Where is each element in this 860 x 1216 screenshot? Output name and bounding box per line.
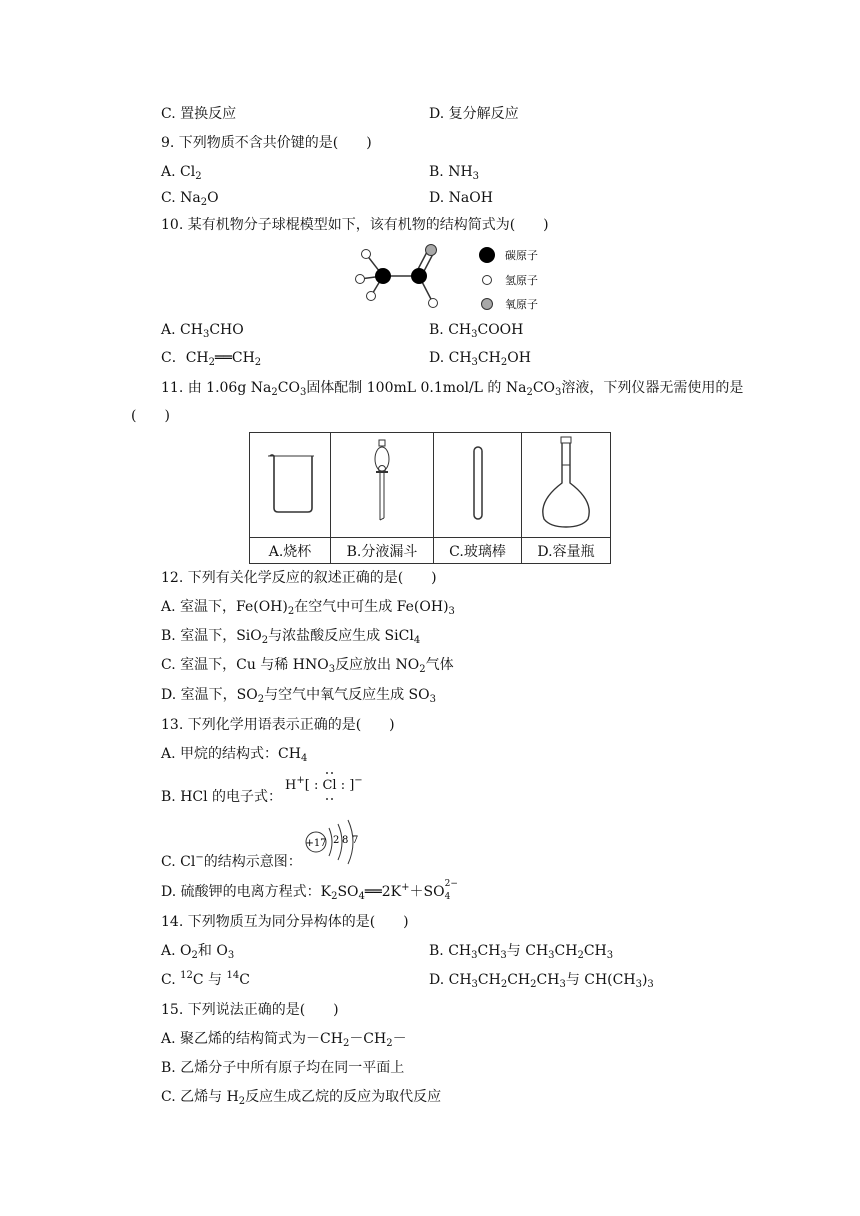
q14-option-d: D. $CH_3CH_2CH_2CH_3$与 $CH(CH_3)_3$ (429, 972, 654, 990)
q9-option-c: C. $Na_2O$ (161, 190, 219, 208)
volumetric-flask-icon (536, 435, 596, 531)
legend-hydrogen-label: 氢原子 (505, 274, 538, 287)
q15-option-c: C. 乙烯与 $H_2$反应生成乙烷的反应为取代反应 (161, 1089, 442, 1107)
q8-option-c: C. 置换反应 (161, 106, 237, 122)
q12-option-b: B. 室温下，SiO$_2$与浓盐酸反应生成 SiCl$_4$ (161, 628, 421, 646)
q9-option-b: B. $NH_3$ (429, 164, 480, 182)
q8-option-d: D. 复分解反应 (429, 106, 519, 122)
glass-rod-cell (434, 433, 522, 538)
q10-option-a: A. $CH_3CHO$ (161, 322, 244, 340)
q15-stem: 15. 下列说法正确的是( ) (161, 1002, 339, 1018)
shell-3-electrons: 7 (352, 835, 359, 846)
q12-option-a: A. 室温下，$Fe(OH)_2$在空气中可生成 $Fe(OH)_3$ (161, 599, 455, 617)
q15-option-b: B. 乙烯分子中所有原子均在同一平面上 (161, 1060, 405, 1076)
q12-option-d: D. 室温下，$SO_2$与空气中氧气反应生成 $SO_3$ (161, 687, 436, 705)
q9-option-a: A. $Cl_2$ (161, 164, 202, 182)
glass-rod-icon (468, 443, 488, 523)
q13-option-d: D. 硫酸钾的电离方程式：$K_2SO_4══2K^++SO$ 2− 4 (161, 879, 458, 902)
beaker-cell (250, 433, 331, 538)
oxygen-atom (426, 245, 437, 256)
legend-hydrogen-icon (483, 276, 492, 285)
nucleus-charge: +17 (305, 838, 327, 849)
q13-option-a: A. 甲烷的结构式：$CH_4$ (161, 746, 308, 764)
q10-option-d: D. $CH_3CH_2OH$ (429, 350, 531, 368)
shell-2-electrons: 8 (342, 835, 349, 846)
hcl-electron-formula: H+[ : Cl : ]− (285, 775, 363, 793)
separatory-funnel-cell (331, 433, 434, 538)
apparatus-label-beaker: A.烧杯 (250, 538, 331, 564)
legend-oxygen-icon (482, 299, 493, 310)
shell-1-electrons: 2 (333, 835, 340, 846)
separatory-funnel-icon (362, 438, 402, 528)
q14-option-b: B. $CH_3CH_3$与 $CH_3CH_2CH_3$ (429, 943, 614, 961)
q13-stem: 13. 下列化学用语表示正确的是( ) (161, 717, 395, 733)
legend-carbon-label: 碳原子 (505, 249, 538, 262)
q11-answer-paren: ( ) (131, 408, 170, 424)
q12-option-c: C. 室温下，Cu 与稀 $HNO_3$反应放出 $NO_2$气体 (161, 657, 454, 675)
hydrogen-atom (362, 250, 371, 259)
q9-stem: 9. 下列物质不含共价键的是( ) (161, 135, 372, 151)
apparatus-label-volumetric-flask: D.容量瓶 (522, 538, 611, 564)
hydrogen-atom (367, 292, 376, 301)
beaker-icon (262, 448, 318, 518)
electron-dots-icon (318, 770, 348, 804)
legend-oxygen-label: 氧原子 (505, 298, 538, 311)
q14-option-a: A. $O_2$和 $O_3$ (161, 943, 235, 961)
q13-option-b: B. HCl 的电子式： (161, 789, 283, 805)
apparatus-label-glass-rod: C.玻璃棒 (434, 538, 522, 564)
q12-stem: 12. 下列有关化学反应的叙述正确的是( ) (161, 570, 437, 586)
apparatus-label-separatory-funnel: B.分液漏斗 (331, 538, 434, 564)
q14-stem: 14. 下列物质互为同分异构体的是( ) (161, 914, 409, 930)
q9-option-d: D. NaOH (429, 190, 493, 206)
legend-carbon-icon (479, 247, 495, 263)
carbon-atom (375, 268, 391, 284)
q15-option-a: A. 聚乙烯的结构简式为$-CH_2-CH_2-$ (161, 1031, 407, 1049)
carbon-atom (411, 268, 427, 284)
volumetric-flask-cell (522, 433, 611, 538)
apparatus-table (249, 432, 611, 564)
hydrogen-atom (429, 299, 438, 308)
q10-option-c: C．$CH_2══CH_2$ (161, 350, 262, 368)
hydrogen-atom (356, 275, 365, 284)
q11-stem: 11. 由 1.06g $Na_2CO_3$固体配制 100mL 0.1mol/L 的 $Na_2CO_3$溶液，下列仪器无需使用的是 (161, 380, 744, 398)
q10-option-b: B. $CH_3COOH$ (429, 322, 524, 340)
q13-option-c: C. Cl−的结构示意图： (161, 852, 302, 870)
ball-stick-model (345, 240, 555, 316)
chloride-ion-structure-diagram (302, 816, 366, 868)
q10-stem: 10. 某有机物分子球棍模型如下，该有机物的结构简式为( ) (161, 217, 549, 233)
q14-option-c: C. $^{12}$C 与 $^{14}$C (161, 970, 250, 988)
